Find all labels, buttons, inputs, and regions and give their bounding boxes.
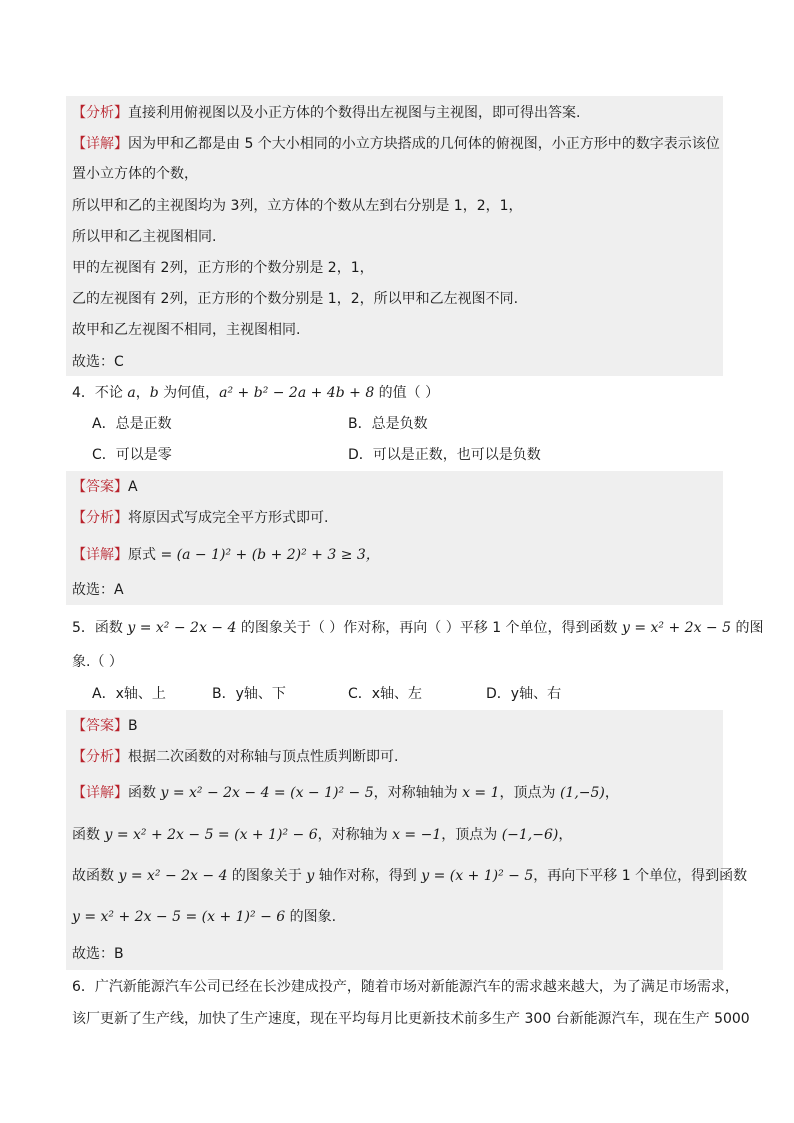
- q4-option-d: D．可以是正数，也可以是负数: [348, 447, 541, 463]
- q4-detail: 【详解】原式 = (a − 1)² + (b + 2)² + 3 ≥ 3，: [72, 547, 380, 563]
- q5-option-c: C．x轴、左: [348, 686, 423, 702]
- q5-analysis: 【分析】根据二次函数的对称轴与顶点性质判断即可.: [72, 749, 399, 765]
- q4-answer: 【答案】A: [72, 479, 138, 495]
- answer-tag: 【答案】: [72, 479, 128, 495]
- q5-option-d: D．y轴、右: [486, 686, 562, 702]
- q4-option-b: B．总是负数: [348, 416, 428, 432]
- q5-option-a: A．x轴、上: [92, 686, 166, 702]
- detail-tag: 【详解】: [72, 136, 128, 152]
- q3-choice: 故选：C: [72, 354, 124, 370]
- q5-option-b: B．y轴、下: [212, 686, 286, 702]
- q3-detail-line-4: 所以甲和乙主视图相同.: [72, 229, 217, 245]
- q3-detail-line-5: 甲的左视图有 2列，正方形的个数分别是 2，1，: [72, 260, 374, 276]
- q3-detail-line-6: 乙的左视图有 2列，正方形的个数分别是 1，2，所以甲和乙左视图不同.: [72, 291, 519, 307]
- q5-detail-line-3: 故函数 y = x² − 2x − 4 的图象关于 y 轴作对称，得到 y = (x + 1)² − 5，再向下平移 1 个单位，得到函数: [72, 868, 748, 884]
- q3-detail-line-7: 故甲和乙左视图不相同，主视图相同.: [72, 322, 301, 338]
- detail-tag: 【详解】: [72, 785, 128, 801]
- q6-stem-line-2: 该厂更新了生产线，加快了生产速度，现在平均每月比更新技术前多生产 300 台新能源汽车，现在生产 5000: [72, 1011, 750, 1027]
- q3-analysis: 【分析】直接利用俯视图以及小正方体的个数得出左视图与主视图，即可得出答案.: [72, 105, 581, 121]
- answer-tag: 【答案】: [72, 718, 128, 734]
- q5-stem-line-2: 象.（ ）: [72, 654, 123, 670]
- q5-choice: 故选：B: [72, 946, 124, 962]
- q3-detail-line-3: 所以甲和乙的主视图均为 3列，立方体的个数从左到右分别是 1，2，1，: [72, 198, 523, 214]
- q6-stem-line-1: 6．广汽新能源汽车公司已经在长沙建成投产，随着市场对新能源汽车的需求越来越大，为了满足市场需求，: [72, 979, 739, 995]
- q5-answer: 【答案】B: [72, 718, 138, 734]
- q5-stem-line-1: 5．函数 y = x² − 2x − 4 的图象关于（ ）作对称，再向（ ）平移 1 个单位，得到函数 y = x² + 2x − 5 的图: [72, 620, 764, 636]
- q4-stem: 4．不论 a，b 为何值，a² + b² − 2a + 4b + 8 的值（ ）: [72, 385, 440, 401]
- detail-tag: 【详解】: [72, 547, 128, 563]
- q3-detail-line-1: 【详解】因为甲和乙都是由 5 个大小相同的小立方块搭成的几何体的俯视图，小正方形中的数字表示该位: [72, 136, 720, 152]
- q5-detail-line-1: 【详解】函数 y = x² − 2x − 4 = (x − 1)² − 5，对称轴轴为 x = 1，顶点为 (1,−5)，: [72, 785, 619, 801]
- q4-expression: a² + b² − 2a + 4b + 8: [219, 385, 375, 401]
- q3-detail-line-2: 置小立方体的个数，: [72, 166, 198, 182]
- analysis-tag: 【分析】: [72, 510, 128, 526]
- q5-detail-line-4: y = x² + 2x − 5 = (x + 1)² − 6 的图象.: [72, 909, 337, 925]
- q4-choice: 故选：A: [72, 582, 124, 598]
- q4-option-a: A．总是正数: [92, 416, 172, 432]
- q4-solution-panel: [66, 471, 723, 605]
- q4-option-c: C．可以是零: [92, 447, 172, 463]
- analysis-tag: 【分析】: [72, 105, 128, 121]
- q5-detail-line-2: 函数 y = x² + 2x − 5 = (x + 1)² − 6，对称轴为 x = −1，顶点为 (−1,−6)，: [72, 827, 573, 843]
- analysis-tag: 【分析】: [72, 749, 128, 765]
- q4-analysis: 【分析】将原因式写成完全平方形式即可.: [72, 510, 329, 526]
